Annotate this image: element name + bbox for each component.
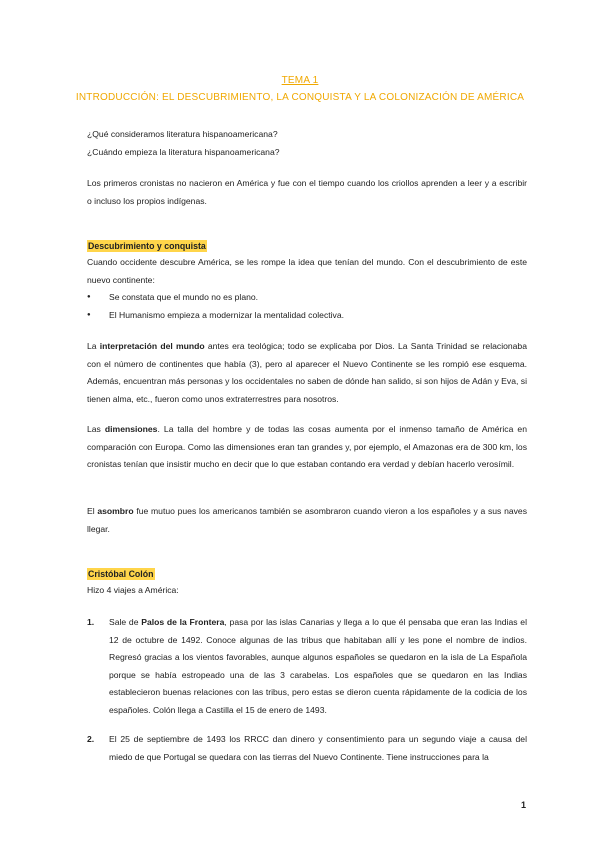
list-number: 1. bbox=[87, 617, 95, 627]
section2-lead: Hizo 4 viajes a América: bbox=[87, 585, 179, 595]
questions bbox=[87, 126, 527, 161]
text-run: , pasa por las islas Canarias y llega a lo que él pensaba que eran las Indias el 12 de octubre de 1492. Conoce algunas de las tribus que habitaban allí y les pone el nombre de indios. Regresó gracias a los vientos favorables, aunque algunos españoles se quedaron en la isla de La Española porque se había estropeado una de las 3 carabelas. Los españoles que se quedaron en las Indias establecieron buenas relaciones con las tribus, pero estas se dieron cuenta rápidamente de la codicia de los españoles. Colón llega a Castilla el 15 de enero de 1493. bbox=[109, 617, 527, 715]
text-run: Las bbox=[87, 424, 105, 434]
voyages-list-2 bbox=[87, 731, 527, 766]
list-number: 2. bbox=[87, 734, 95, 744]
intro-paragraph: Los primeros cronistas no nacieron en América y fue con el tiempo cuando los criollos aprenden a leer y a escribir o incluso los propios indígenas. bbox=[87, 178, 527, 206]
bullet-item: ● El Humanismo empieza a modernizar la mentalidad colectiva. bbox=[87, 307, 527, 325]
bold-term: interpretación del mundo bbox=[99, 341, 205, 351]
bold-term: dimensiones bbox=[104, 424, 158, 434]
bullet-item: ● Se constata que el mundo no es plano. bbox=[87, 289, 527, 307]
text-run: Sale de bbox=[109, 617, 142, 627]
text-run: fue mutuo pues los americanos también se asombraron cuando vieron a los españoles y a sus naves llegar. bbox=[87, 506, 527, 534]
text-run: El bbox=[87, 506, 98, 516]
voyages-list bbox=[87, 614, 527, 719]
paragraph-dimensiones bbox=[87, 421, 527, 474]
bold-term: asombro bbox=[97, 506, 134, 516]
question-2: ¿Cuándo empieza la literatura hispanoamericana? bbox=[87, 146, 280, 157]
text-run: El 25 de septiembre de 1493 los RRCC dan dinero y consentimiento para un segundo viaje a causa del miedo de que Portugal se quedara con las tierras del Nuevo Continente. Tiene instrucciones para la bbox=[109, 734, 527, 762]
bold-term: Palos de la Frontera bbox=[141, 617, 225, 627]
paragraph-asombro bbox=[87, 503, 527, 538]
section-heading-descubrimiento: Descubrimiento y conquista bbox=[88, 241, 206, 251]
section-heading-colon: Cristóbal Colón bbox=[88, 569, 154, 579]
text-run: . La talla del hombre y de todas las cosas aumenta por el inmenso tamaño de América en comparación con Europa. Como las dimensiones eran tan grandes y, por ejemplo, el Amazonas era de 300 km, los cronistas tenían que insistir mucho en decir que lo que estaban contando era verdad y debían hacerlo verosímil. bbox=[87, 424, 527, 469]
document-title: INTRODUCCIÓN: EL DESCUBRIMIENTO, LA CONQUISTA Y LA COLONIZACIÓN DE AMÉRICA bbox=[75, 92, 525, 103]
list-item bbox=[87, 614, 527, 719]
paragraph-interpretacion bbox=[87, 338, 527, 408]
section1-body bbox=[87, 254, 527, 324]
section1-lead: Cuando occidente descubre América, se les rompe la idea que tenían del mundo. Con el descubrimiento de este nuevo continente: bbox=[87, 257, 527, 285]
section1-bullets bbox=[87, 289, 527, 324]
text-run: antes era teológica; todo se explicaba por Dios. La Santa Trinidad se relacionaba con el número de continentes que había (3), pero al aparecer el Nuevo Continente se les rompió ese esquema. Además, encuentran más personas y los occidentales no saben de dónde han salido, si son hijos de Adán y Eva, si tienen alma, etc., fueron como unos extraterrestres para nosotros. bbox=[87, 341, 527, 404]
page-number: 1 bbox=[520, 800, 526, 810]
tema-label: TEMA 1 bbox=[281, 75, 319, 86]
list-item bbox=[87, 731, 527, 766]
text-run: La bbox=[87, 341, 100, 351]
question-1: ¿Qué consideramos literatura hispanoamericana? bbox=[87, 129, 278, 139]
